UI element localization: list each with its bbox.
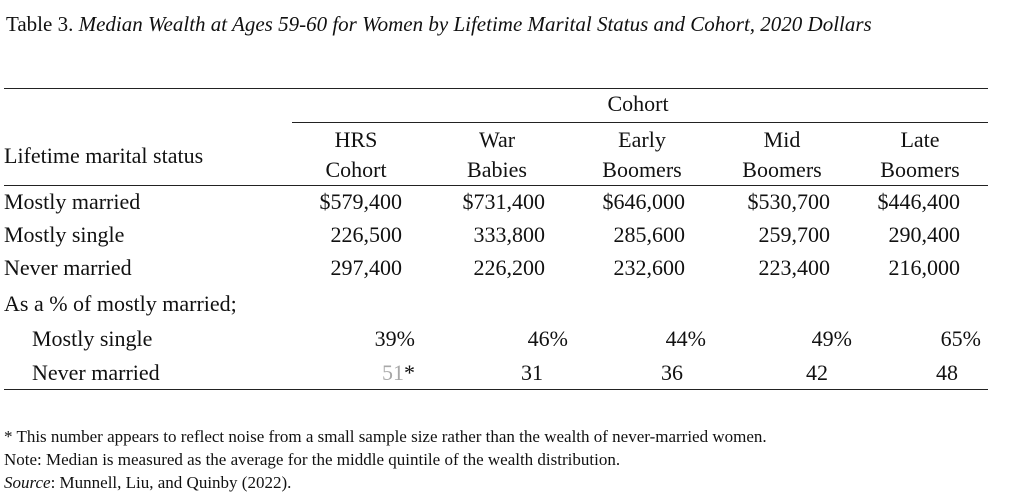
table-cell: 259,700: [758, 222, 830, 247]
col-header-war-line2: Babies: [467, 157, 527, 182]
bottom-rule: [4, 389, 988, 390]
row-label-mostly-single: Mostly single: [4, 222, 125, 247]
table-cell: 48: [936, 360, 958, 385]
table-cell: 36: [661, 360, 683, 385]
source-text: : Munnell, Liu, and Quinby (2022).: [50, 473, 292, 492]
source-footnote: [4, 472, 291, 494]
table-cell: 226,500: [330, 222, 402, 247]
row-label-never-married: Never married: [4, 255, 132, 280]
table-title: [6, 10, 1006, 38]
source-label: Source: [4, 473, 51, 492]
table-caption: Median Wealth at Ages 59-60 for Women by Lifetime Marital Status and Cohort, 2020 Dollars: [78, 12, 872, 36]
stub-header: Lifetime marital status: [4, 143, 204, 168]
col-header-hrs-line1: HRS: [334, 127, 378, 152]
table-cell: 42: [806, 360, 828, 385]
col-header-late-line1: Late: [900, 127, 940, 152]
row-label-mostly-married: Mostly married: [4, 189, 141, 214]
asterisk-footnote: * This number appears to reflect noise from a small sample size rather than the wealth of never-married women.: [4, 427, 767, 446]
table-cell: 65%: [940, 326, 981, 351]
col-header-war-line1: War: [478, 127, 516, 152]
pct-row-label-mostly-single: Mostly single: [32, 326, 153, 351]
table-cell: 297,400: [330, 255, 402, 280]
table-cell: 216,000: [888, 255, 960, 280]
table-cell: $579,400: [319, 189, 402, 214]
table-cell: 39%: [374, 326, 415, 351]
cohort-spanner: Cohort: [607, 91, 669, 116]
asterisk-marker: *: [404, 360, 415, 385]
table-cell: 46%: [527, 326, 568, 351]
table-cell: $731,400: [462, 189, 545, 214]
table-number: Table 3.: [6, 12, 74, 36]
table-cell: $646,000: [602, 189, 685, 214]
table-cell: 290,400: [888, 222, 960, 247]
col-header-early-line2: Boomers: [602, 157, 682, 182]
top-rule: [4, 88, 988, 89]
table-cell: $446,400: [877, 189, 960, 214]
col-header-mid-line1: Mid: [763, 127, 801, 152]
pct-section-header: As a % of mostly married;: [4, 291, 237, 316]
pct-row-label-never-married: Never married: [32, 360, 160, 385]
table-cell: 223,400: [758, 255, 830, 280]
header-rule: [4, 185, 988, 186]
col-header-hrs-line2: Cohort: [325, 157, 387, 182]
table-cell: 285,600: [613, 222, 685, 247]
table-cell: 333,800: [473, 222, 545, 247]
table-cell: $530,700: [747, 189, 830, 214]
spanner-rule: [292, 122, 988, 123]
table-cell: 31: [521, 360, 543, 385]
note-footnote: Note: Median is measured as the average for the middle quintile of the wealth distribution.: [4, 450, 621, 469]
table-cell: 44%: [665, 326, 706, 351]
col-header-late-line2: Boomers: [880, 157, 960, 182]
table-cell: 226,200: [473, 255, 545, 280]
table-cell: 232,600: [613, 255, 685, 280]
col-header-early-line1: Early: [618, 127, 666, 152]
flagged-value: 51: [382, 360, 404, 385]
col-header-mid-line2: Boomers: [742, 157, 822, 182]
table-cell-flagged: [382, 361, 415, 385]
table-cell: 49%: [811, 326, 852, 351]
